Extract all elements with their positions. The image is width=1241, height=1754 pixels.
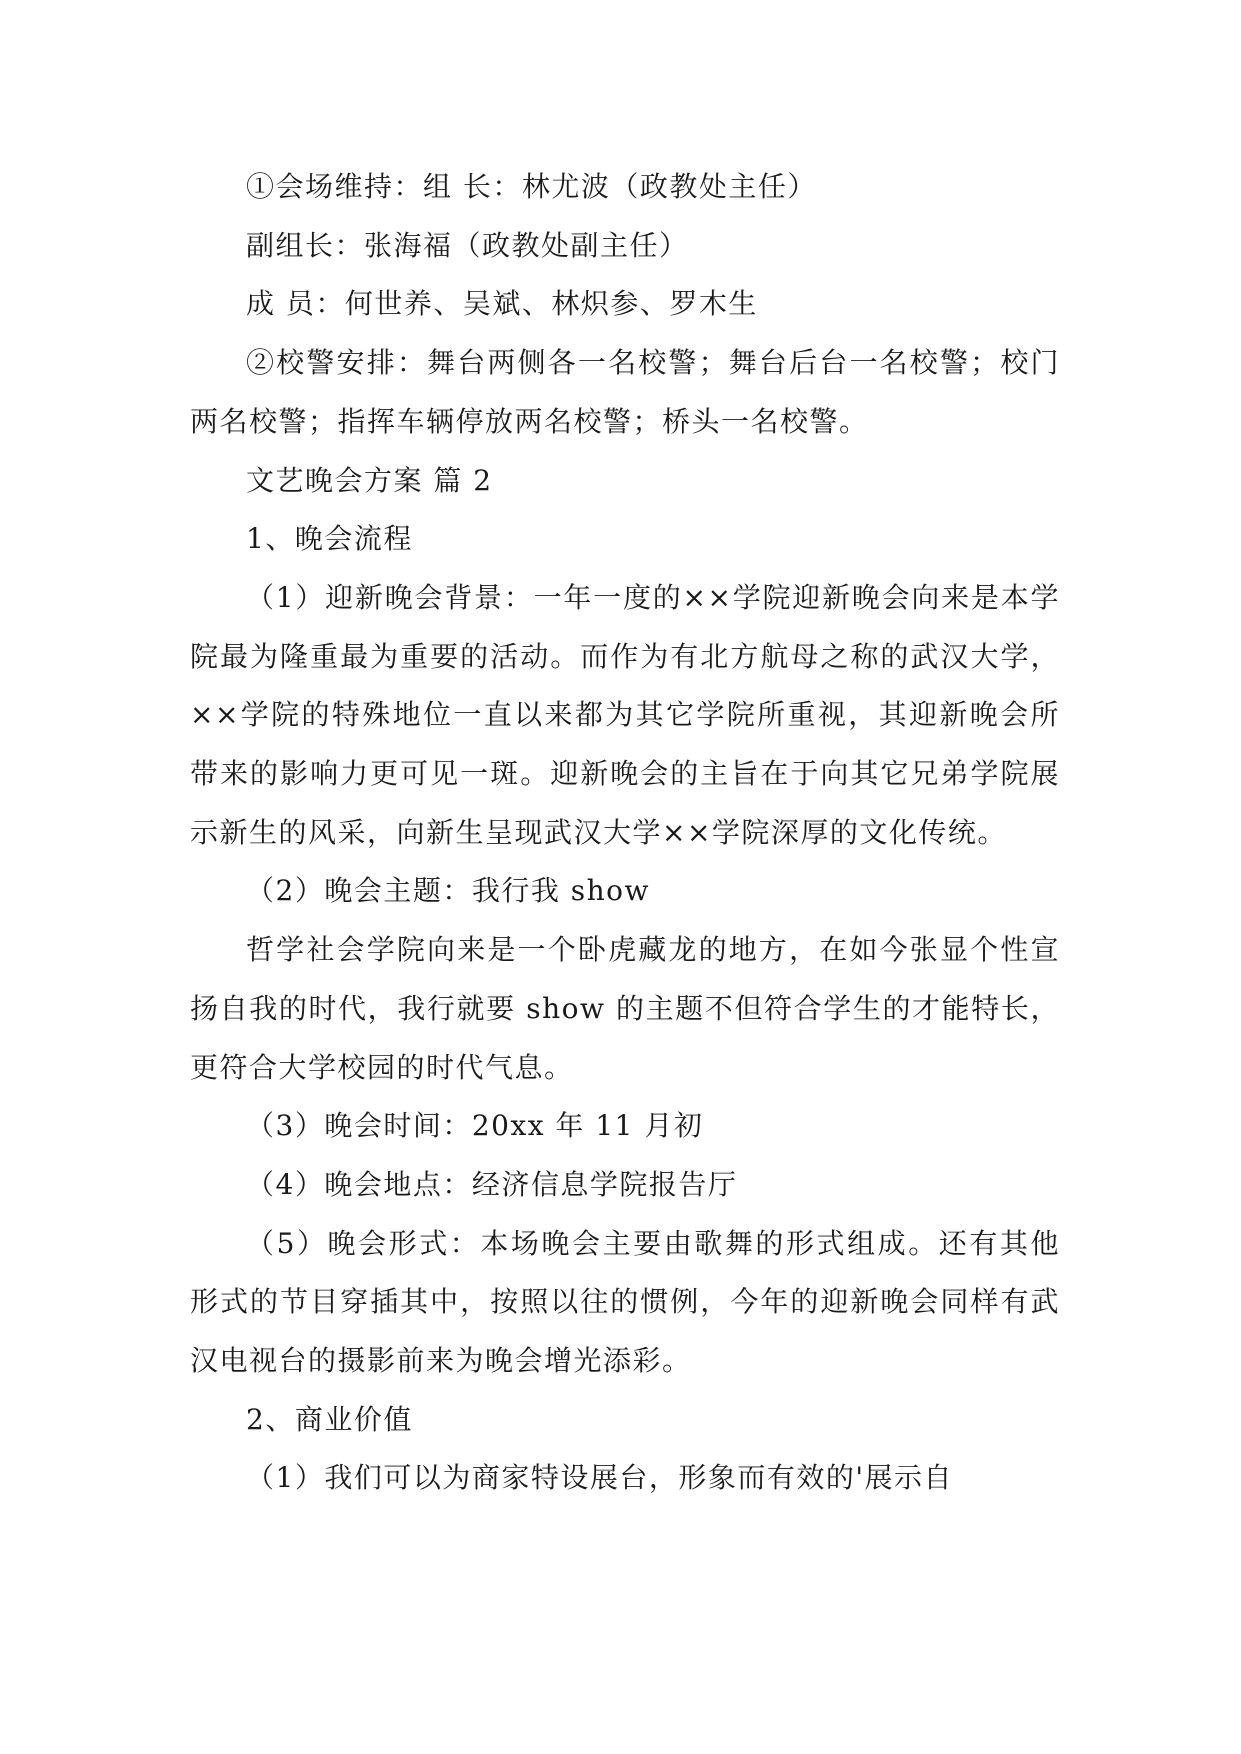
paragraph-deputy-leader: 副组长：张海福（政教处副主任） bbox=[246, 228, 689, 262]
paragraph-time: （3）晚会时间：20xx 年 11 月初 bbox=[246, 1109, 704, 1143]
paragraph-theme: （2）晚会主题：我行我 show bbox=[246, 874, 650, 908]
paragraph-venue-maintenance: ①会场维持：组 长：林尤波（政教处主任） bbox=[246, 170, 817, 203]
paragraph-booth: （1）我们可以为商家特设展台，形象而有效的'展示自 bbox=[246, 1461, 954, 1495]
paragraph-format: （5）晚会形式：本场晚会主要由歌舞的形式组成。还有其他形式的节目穿插其中，按照以往的惯例，今年的迎新晚会同样有武汉电视台的摄影前来为晚会增光添彩。 bbox=[190, 1226, 1060, 1378]
document-body bbox=[190, 158, 1060, 1508]
paragraph-location: （4）晚会地点：经济信息学院报告厅 bbox=[246, 1167, 738, 1201]
paragraph-members: 成 员：何世养、吴斌、林炽参、罗木生 bbox=[246, 287, 758, 321]
paragraph-security-arrangement: ②校警安排：舞台两侧各一名校警；舞台后台一名校警；校门两名校警；指挥车辆停放两名校警；桥头一名校警。 bbox=[190, 346, 1060, 438]
heading-commercial-value: 2、商业价值 bbox=[246, 1402, 413, 1436]
paragraph-theme-description: 哲学社会学院向来是一个卧虎藏龙的地方，在如今张显个性宣扬自我的时代，我行就要 show 的主题不但符合学生的才能特长，更符合大学校园的时代气息。 bbox=[190, 933, 1060, 1084]
heading-gala-process: 1、晚会流程 bbox=[246, 522, 413, 556]
paragraph-background: （1）迎新晚会背景：一年一度的××学院迎新晚会向来是本学院最为隆重最为重要的活动。而作为有北方航母之称的武汉大学，××学院的特殊地位一直以来都为其它学院所重视，其迎新晚会所带来的影响力更可见一斑。迎新晚会的主旨在于向其它兄弟学院展示新生的风采，向新生呈现武汉大学××学院深厚的文化传统。 bbox=[190, 580, 1060, 849]
section-title: 文艺晚会方案 篇 2 bbox=[246, 463, 493, 497]
